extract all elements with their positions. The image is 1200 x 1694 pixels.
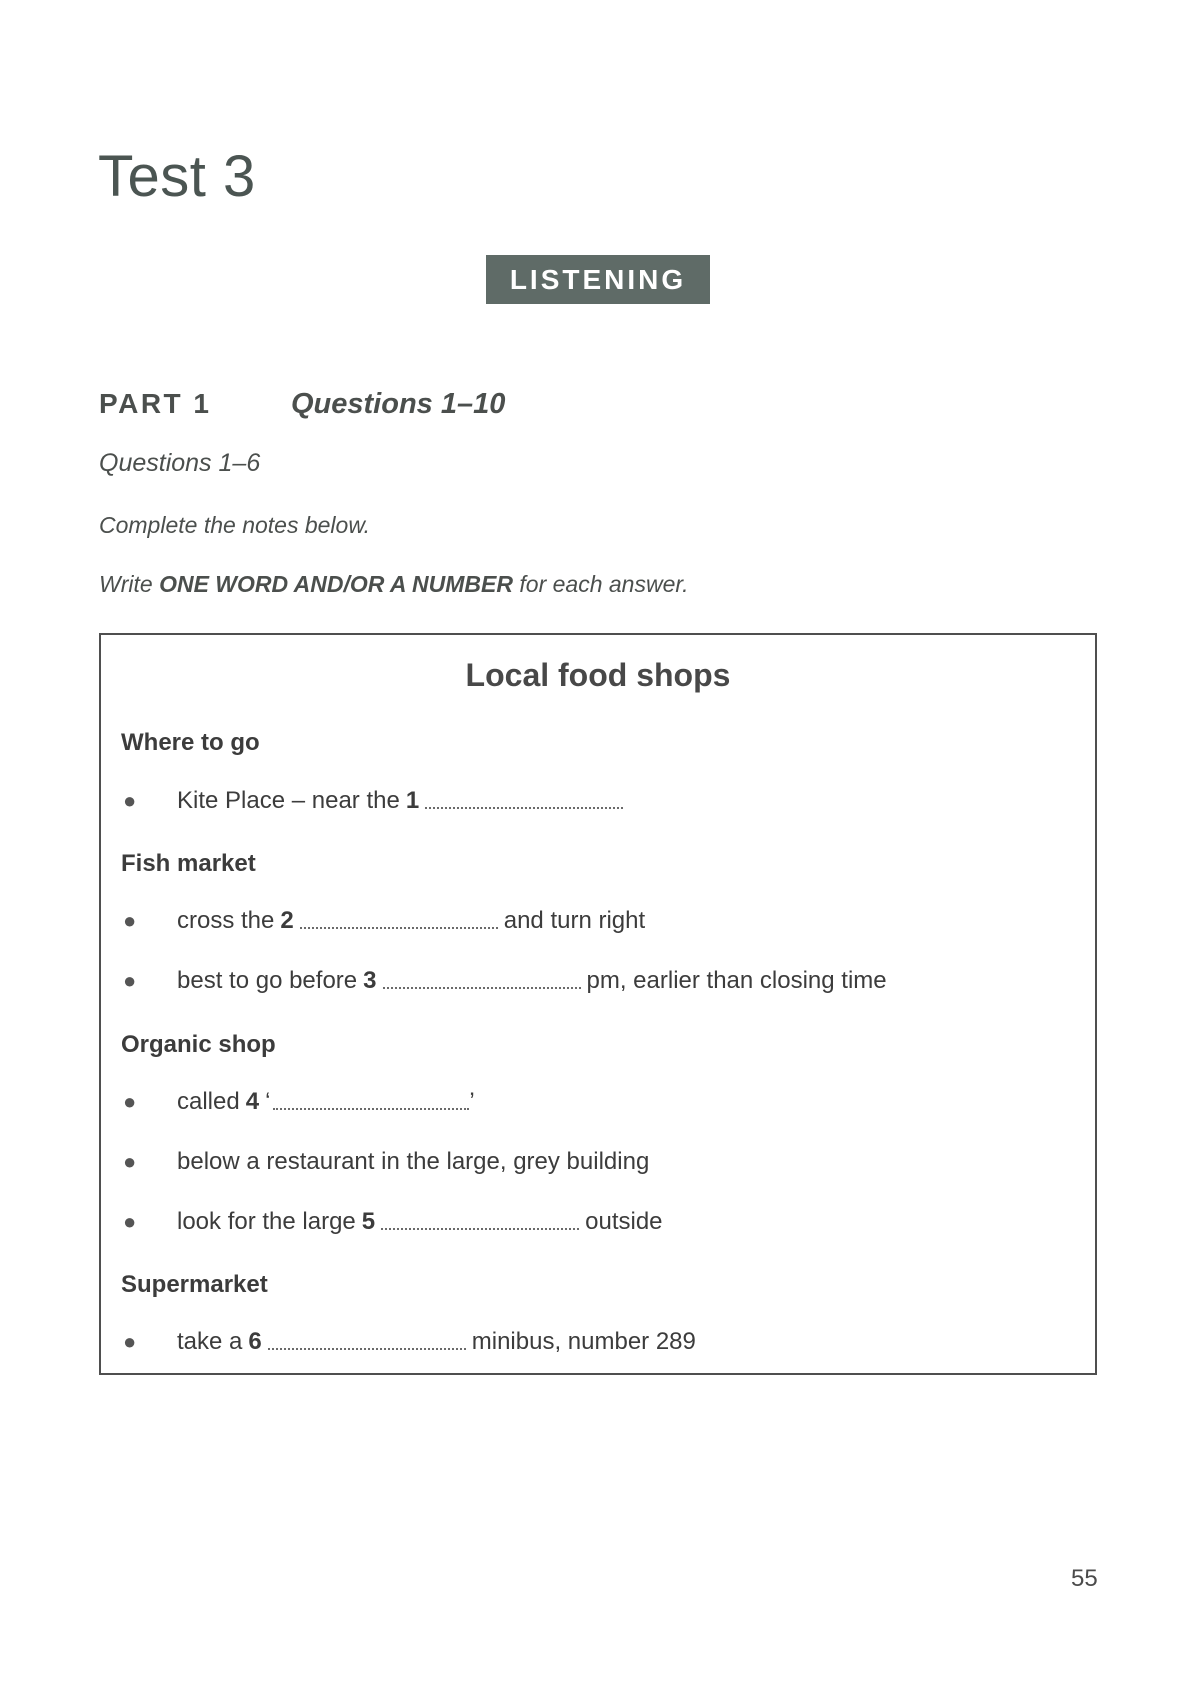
question-number-2: 2 [280,907,294,934]
answer-blank-6[interactable] [268,1330,466,1350]
note-text: and turn right [503,907,646,934]
note-text: below a restaurant in the large, grey building [177,1148,650,1175]
note-item-2 [121,906,645,936]
note-text: take a [177,1328,243,1355]
bullet-icon: ● [123,1149,137,1174]
open-quote: ‘ [265,1088,271,1115]
section-banner: LISTENING [486,255,710,304]
note-item-5 [121,1207,663,1237]
note-text: Kite Place – near the [177,787,400,814]
note-text: minibus, number 289 [471,1328,696,1355]
instruction-write [99,571,689,598]
note-item-6 [121,1327,696,1357]
close-quote: ’ [469,1088,475,1115]
instruction-write-suffix: for each answer. [513,571,689,597]
answer-blank-3[interactable] [383,969,581,989]
part-heading [99,388,505,424]
instruction-complete: Complete the notes below. [99,512,371,538]
instruction-write-prefix: Write [99,571,160,597]
answer-blank-1[interactable] [425,789,623,809]
part-questions-range: Questions 1–10 [291,388,506,420]
bullet-icon: ● [123,1209,137,1234]
part-label: PART 1 [99,388,212,419]
note-text: pm, earlier than closing time [586,967,887,994]
bullet-icon: ● [123,788,137,813]
question-number-3: 3 [363,967,377,994]
answer-blank-2[interactable] [300,909,498,929]
section-heading-where-to-go: Where to go [121,729,260,756]
note-text: best to go before [177,967,358,994]
bullet-icon: ● [123,1329,137,1354]
sub-questions-range: Questions 1–6 [99,449,261,477]
bullet-icon: ● [123,968,137,993]
note-item-3 [121,966,887,996]
question-number-5: 5 [361,1208,376,1235]
note-item-1 [121,786,629,816]
note-item-organic-location [121,1147,649,1177]
question-number-1: 1 [405,787,420,814]
note-text: look for the large [177,1208,356,1235]
bullet-icon: ● [123,1089,137,1114]
section-heading-supermarket: Supermarket [121,1271,268,1298]
test-title: Test 3 [98,144,256,209]
note-text: called [177,1088,240,1115]
note-text: cross the [177,907,275,934]
notes-box [99,633,1097,1375]
question-number-6: 6 [248,1328,262,1355]
instruction-write-emphasis: ONE WORD AND/OR A NUMBER [159,571,513,597]
notes-title: Local food shops [465,657,731,693]
bullet-icon: ● [123,908,137,933]
note-text: outside [585,1208,663,1235]
section-heading-organic-shop: Organic shop [121,1031,276,1058]
note-item-4 [121,1087,475,1117]
question-number-4: 4 [245,1088,260,1115]
page-number: 55 [1071,1565,1098,1592]
section-heading-fish-market: Fish market [121,850,256,877]
answer-blank-5[interactable] [381,1210,579,1230]
answer-blank-4[interactable] [273,1090,469,1110]
